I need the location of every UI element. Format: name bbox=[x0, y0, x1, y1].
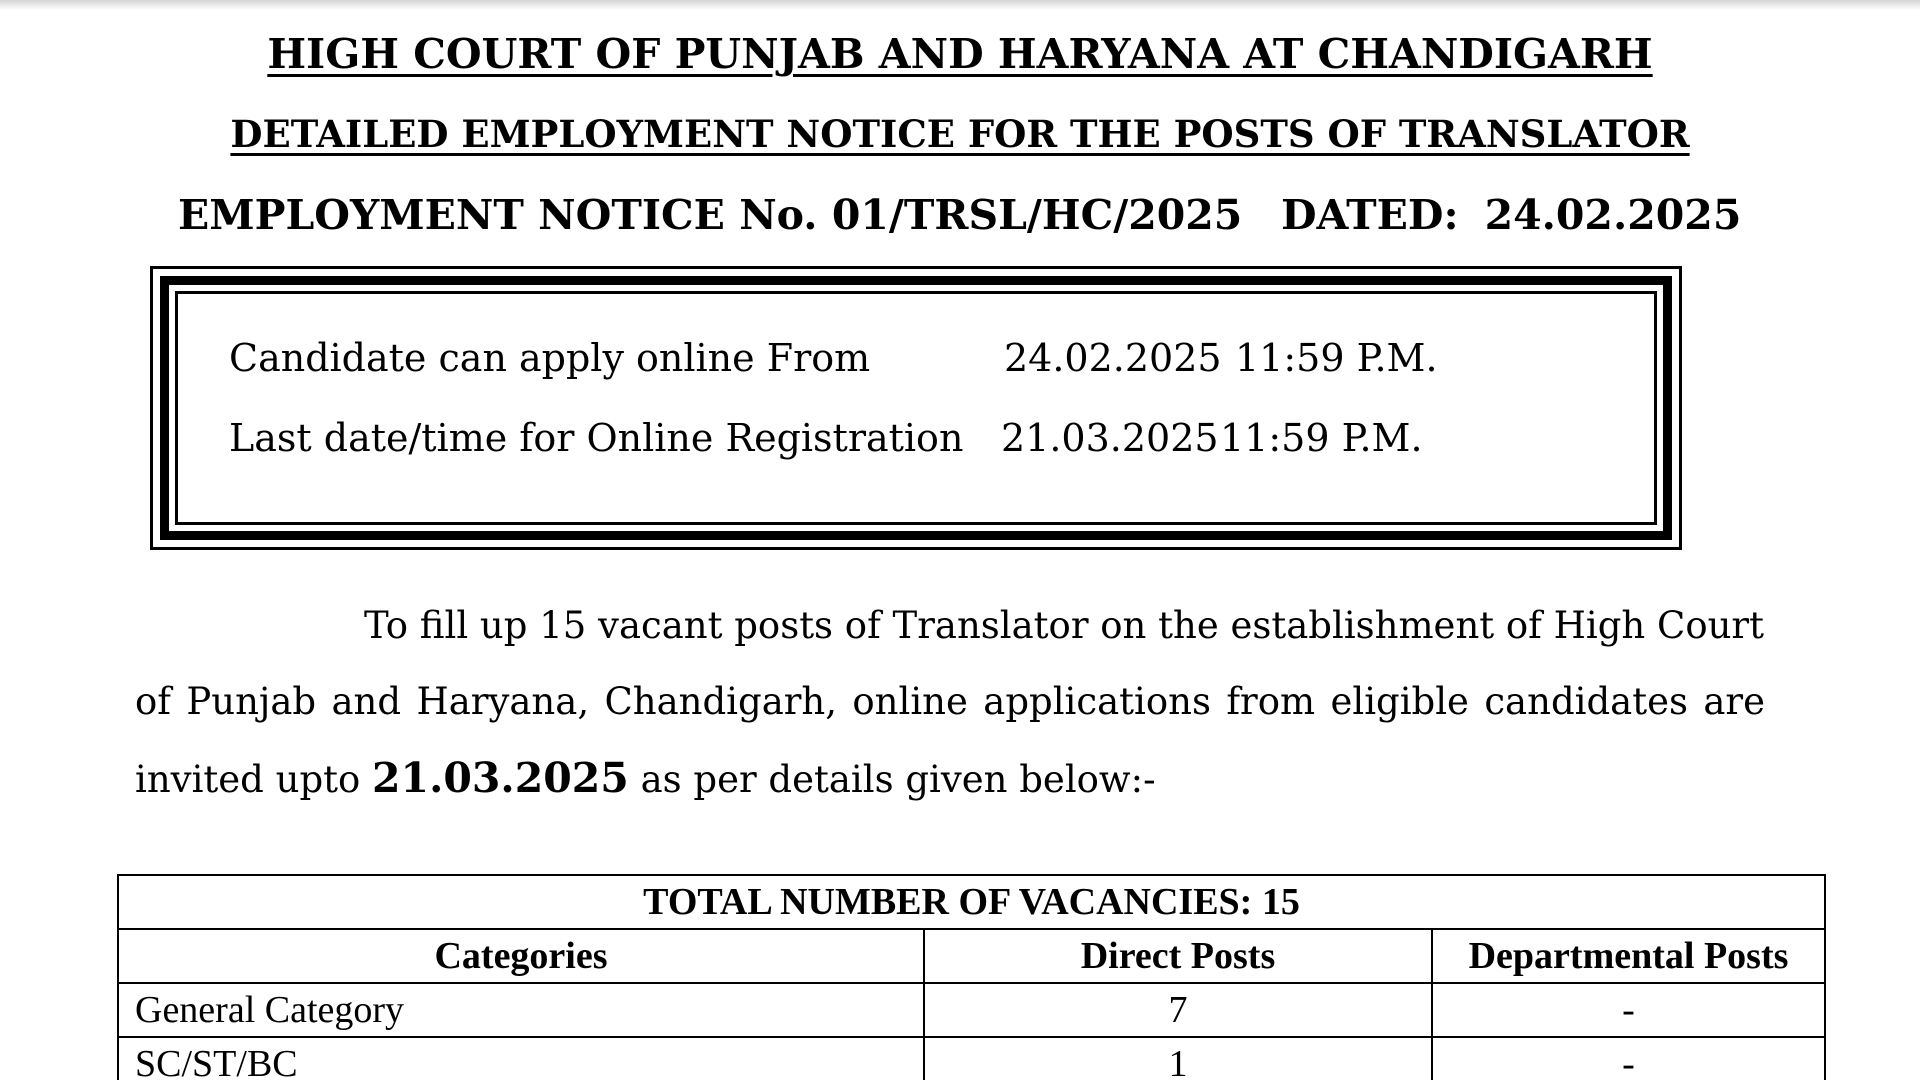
schedule-box bbox=[150, 266, 1682, 550]
schedule-row-time: 11:59 P.M. bbox=[1235, 336, 1438, 380]
schedule-row-label: Last date/time for Online Registration bbox=[229, 416, 964, 460]
departmental-posts-cell: - bbox=[1432, 983, 1825, 1037]
direct-posts-cell: 7 bbox=[924, 983, 1432, 1037]
intro-line-3-suffix: as per details given below:- bbox=[628, 758, 1156, 801]
column-header-categories: Categories bbox=[118, 929, 924, 983]
vacancy-table-caption: TOTAL NUMBER OF VACANCIES: 15 bbox=[118, 875, 1825, 929]
table-row bbox=[118, 1037, 1825, 1080]
document-title: HIGH COURT OF PUNJAB AND HARYANA AT CHANDIGARH bbox=[267, 30, 1653, 78]
vacancy-table-header-row bbox=[118, 929, 1825, 983]
table-row bbox=[118, 983, 1825, 1037]
column-header-direct-posts: Direct Posts bbox=[924, 929, 1432, 983]
intro-line-2: of Punjab and Haryana, Chandigarh, online applications from eligible candidates are bbox=[135, 680, 1765, 723]
dated-value: 24.02.2025 bbox=[1484, 191, 1742, 239]
vacancy-table-caption-row bbox=[118, 875, 1825, 929]
direct-posts-cell: 1 bbox=[924, 1037, 1432, 1080]
category-cell: General Category bbox=[118, 983, 924, 1037]
notice-number: EMPLOYMENT NOTICE No. 01/TRSL/HC/2025 bbox=[178, 191, 1243, 239]
dated-label: DATED: bbox=[1281, 191, 1459, 239]
schedule-row-label: Candidate can apply online From bbox=[229, 336, 871, 380]
schedule-row-date: 24.02.2025 bbox=[1004, 336, 1222, 380]
intro-line-1: To fill up 15 vacant posts of Translator on the establishment of High Court bbox=[363, 604, 1764, 647]
vacancy-table bbox=[117, 874, 1826, 1080]
viewer-top-shadow bbox=[0, 0, 1920, 10]
schedule-box-frame bbox=[160, 276, 1672, 540]
document-subtitle: DETAILED EMPLOYMENT NOTICE FOR THE POSTS OF TRANSLATOR bbox=[230, 112, 1690, 156]
dated-line bbox=[1281, 191, 1741, 239]
schedule-box-content bbox=[175, 291, 1657, 525]
schedule-row-time: 11:59 P.M. bbox=[1220, 416, 1423, 460]
departmental-posts-cell: - bbox=[1432, 1037, 1825, 1080]
intro-last-date: 21.03.2025 bbox=[372, 754, 629, 802]
intro-line-3-prefix: invited upto bbox=[135, 758, 373, 801]
category-cell: SC/ST/BC bbox=[118, 1037, 924, 1080]
intro-line-3 bbox=[135, 754, 1765, 802]
schedule-row-date: 21.03.2025 bbox=[1001, 416, 1219, 460]
column-header-departmental-posts: Departmental Posts bbox=[1432, 929, 1825, 983]
